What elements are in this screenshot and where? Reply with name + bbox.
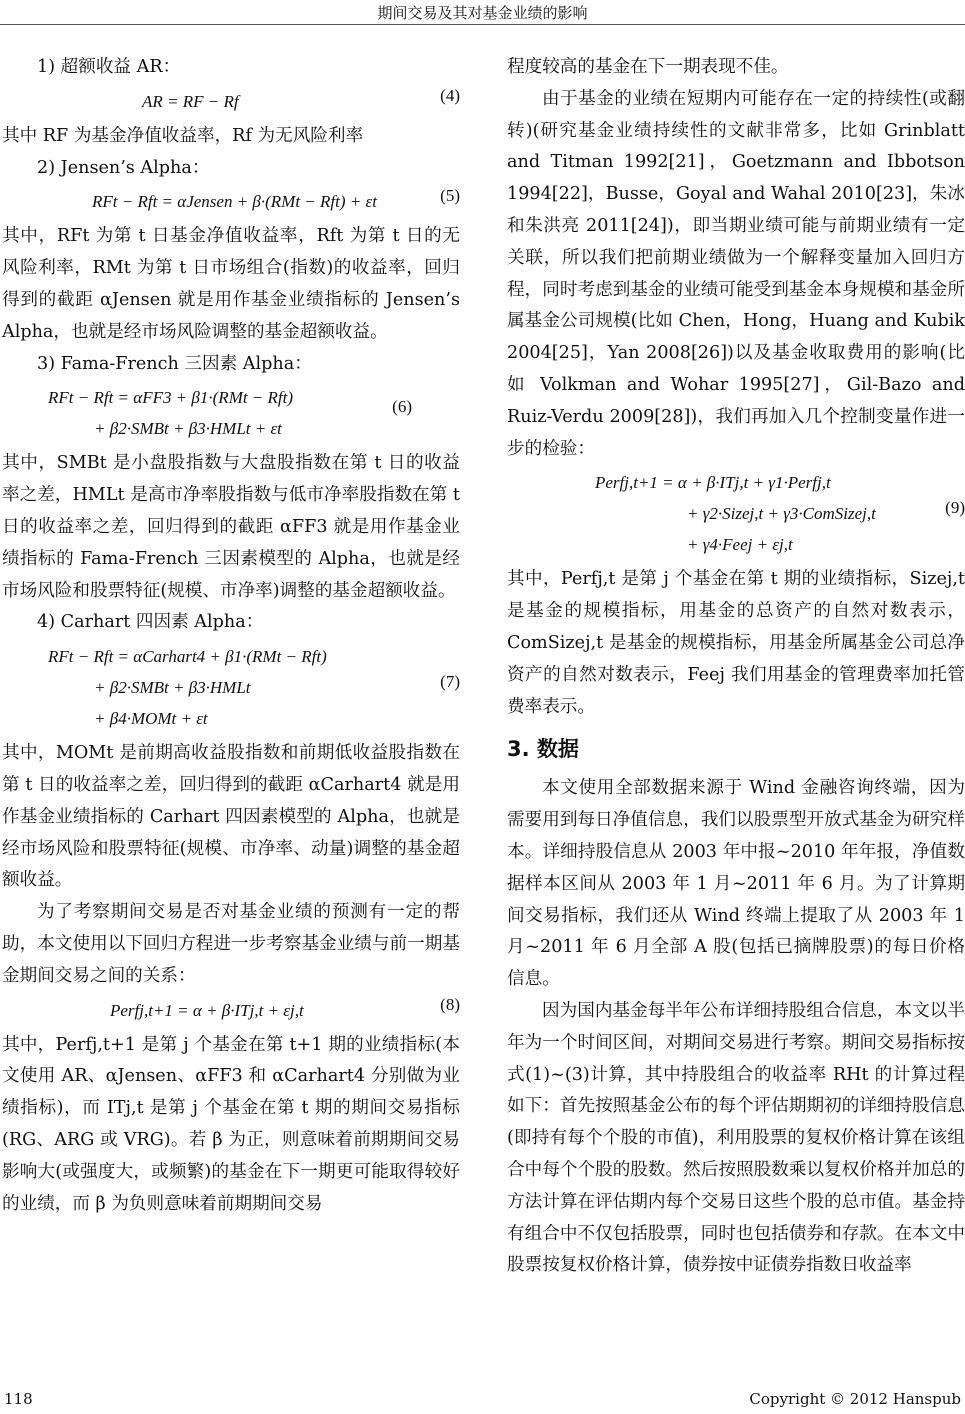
equation-6-line-1: RFt − Rft = αFF3 + β1·(RMt − Rft): [48, 388, 294, 408]
paragraph-variable-defs: 其中，Perfj,t 是第 j 个基金在第 t 期的业绩指标，Sizej,t 是基金的规模指标，用基金的总资产的自然对数表示，ComSizej,t 是基金的规模指标，用基金所属基金公司总净资产的自然对数表示，Feej 我们用基金的管理费率加托管费率表示。: [507, 569, 965, 717]
equation-9-line-3: + γ4·Feej + εj,t: [687, 535, 793, 555]
item-carhart-heading: 4) Carhart 四因素 Alpha：: [37, 612, 264, 633]
equation-9-line-1: Perfj,t+1 = α + β·ITj,t + γ1·Perfj,t: [595, 473, 831, 493]
right-column: [507, 52, 965, 1282]
equation-4-number: (4): [440, 85, 460, 105]
running-header: 期间交易及其对基金业绩的影响: [377, 4, 588, 22]
paragraph-persistence: 由于基金的业绩在短期内可能存在一定的持续性(或翻转)(研究基金业绩持续性的文献非常多，比如 Grinblatt and Titman 1992[21]，Goetzmann and Ibbotson 1994[22]，Busse，Goyal and Wahal 2010[23]，朱冰和朱洪亮 2011[24])，即当期业绩可能与前期业绩有一定关联，所以我们把前期业绩做为一个解释变量加入回归方程，同时考虑到基金的业绩可能受到基金本身规模和基金所属基金公司规模(比如 Chen，Hong，Huang and Kubik 2004[25]，Yan 2008[26])以及基金收取费用的影响(比如 Volkman and Wohar 1995[27]，Gil-Bazo and Ruiz-Verdu 2009[28])，我们再加入几个控制变量作进一步的检验：: [507, 88, 965, 459]
header-rule: [0, 24, 965, 25]
paragraph-regression-intro: 为了考察期间交易是否对基金业绩的预测有一定的帮助，本文使用以下回归方程进一步考察基金业绩与前一期基金期间交易之间的关系：: [2, 902, 460, 986]
equation-5-number: (5): [440, 186, 460, 206]
equation-8-body: Perfj,t+1 = α + β·ITj,t + εj,t: [110, 1000, 304, 1020]
item-jensen-heading: 2) Jensen’s Alpha：: [37, 157, 210, 178]
paragraph-ar-def: 其中 RF 为基金净值收益率，Rf 为无风险利率: [2, 125, 364, 146]
item-ar-heading: 1) 超额收益 AR：: [37, 57, 181, 77]
equation-7-line-2: + β2·SMBt + β3·HMLt: [94, 678, 251, 698]
equation-7: [2, 641, 460, 734]
paragraph-perf-def: 其中，Perfj,t+1 是第 j 个基金在第 t+1 期的业绩指标(本文使用 AR、αJensen、αFF3 和 αCarhart4 分别做为业绩指标)，而 ITj,t 是第 j 个基金在第 t 期的期间交易指标(RG、ARG 或 VRG)。若 β 为正，则意味着前期期间交易影响大(或强度大，或频繁)的基金在下一期更可能取得较好的业绩，而 β 为负则意味着前期期间交易: [2, 1034, 460, 1214]
paragraph-data-source: 本文使用全部数据来源于 Wind 金融咨询终端，因为需要用到每日净值信息，我们以股票型开放式基金为研究样本。详细持股信息从 2003 年中报~2010 年年报，净值数据样本区间从 2003 年 1 月~2011 年 6 月。为了计算期间交易指标，我们还从 Wind 终端上提取了从 2003 年 1 月~2011 年 6 月全部 A 股(包括已摘牌股票)的每日价格信息。: [507, 778, 965, 990]
left-column: [2, 52, 460, 1220]
equation-6: [2, 382, 460, 444]
item-ff3-heading: 3) Fama-French 三因素 Alpha：: [37, 353, 312, 374]
equation-4: [2, 86, 460, 117]
paragraph-ff3-def: 其中，SMBt 是小盘股指数与大盘股指数在第 t 日的收益率之差，HMLt 是高市净率股指数与低市净率股指数在第 t 日的收益率之差，回归得到的截距 αFF3 就是用作基金业绩指标的 Fama-French 三因素模型的 Alpha，也就是经市场风险和股票特征(规模、市净率)调整的基金超额收益。: [2, 453, 460, 601]
equation-9-line-2: + γ2·Sizej,t + γ3·ComSizej,t: [687, 504, 876, 524]
equation-8-number: (8): [440, 994, 460, 1014]
equation-6-number: (6): [392, 397, 412, 417]
equation-5: [2, 186, 460, 217]
equation-8: [2, 995, 460, 1026]
equation-7-line-1: RFt − Rft = αCarhart4 + β1·(RMt − Rft): [48, 647, 327, 667]
paragraph-continuation: 程度较高的基金在下一期表现不佳。: [507, 57, 789, 77]
equation-7-number: (7): [440, 672, 460, 692]
equation-4-body: AR = RF − Rf: [142, 91, 239, 111]
copyright: Copyright © 2012 Hanspub: [749, 1390, 961, 1408]
equation-6-line-2: + β2·SMBt + β3·HMLt + εt: [94, 419, 282, 439]
page-number: 118: [4, 1390, 33, 1408]
equation-5-body: RFt − Rft = αJensen + β·(RMt − Rft) + εt: [92, 192, 377, 212]
section-heading-data: 3. 数据: [507, 737, 579, 762]
equation-7-line-3: + β4·MOMt + εt: [94, 709, 208, 729]
paragraph-jensen-def: 其中，RFt 为第 t 日基金净值收益率，Rft 为第 t 日的无风险利率，RMt 为第 t 日市场组合(指数)的收益率，回归得到的截距 αJensen 就是用作基金业绩指标的 Jensen’s Alpha，也就是经市场风险调整的基金超额收益。: [2, 226, 460, 342]
paragraph-method: 因为国内基金每半年公布详细持股组合信息，本文以半年为一个时间区间，对期间交易进行考察。期间交易指标按式(1)~(3)计算，其中持股组合的收益率 RHt 的计算过程如下：首先按照基金公布的每个评估期期初的详细持股信息(即持有每个个股的市值)，利用股票的复权价格计算在该组合中每个个股的股数。然后按照股数乘以复权价格并加总的方法计算在评估期内每个交易日这些个股的总市值。基金持有组合中不仅包括股票，同时也包括债券和存款。在本文中股票按复权价格计算，债券按中证债券指数日收益率: [507, 1000, 965, 1276]
equation-9: [507, 467, 965, 560]
equation-9-number: (9): [945, 498, 965, 518]
paragraph-carhart-def: 其中，MOMt 是前期高收益股指数和前期低收益股指数在第 t 日的收益率之差，回归得到的截距 αCarhart4 就是用作基金业绩指标的 Carhart 四因素模型的 Alpha，也就是经市场风险和股票特征(规模、市净率、动量)调整的基金超额收益。: [2, 743, 460, 891]
